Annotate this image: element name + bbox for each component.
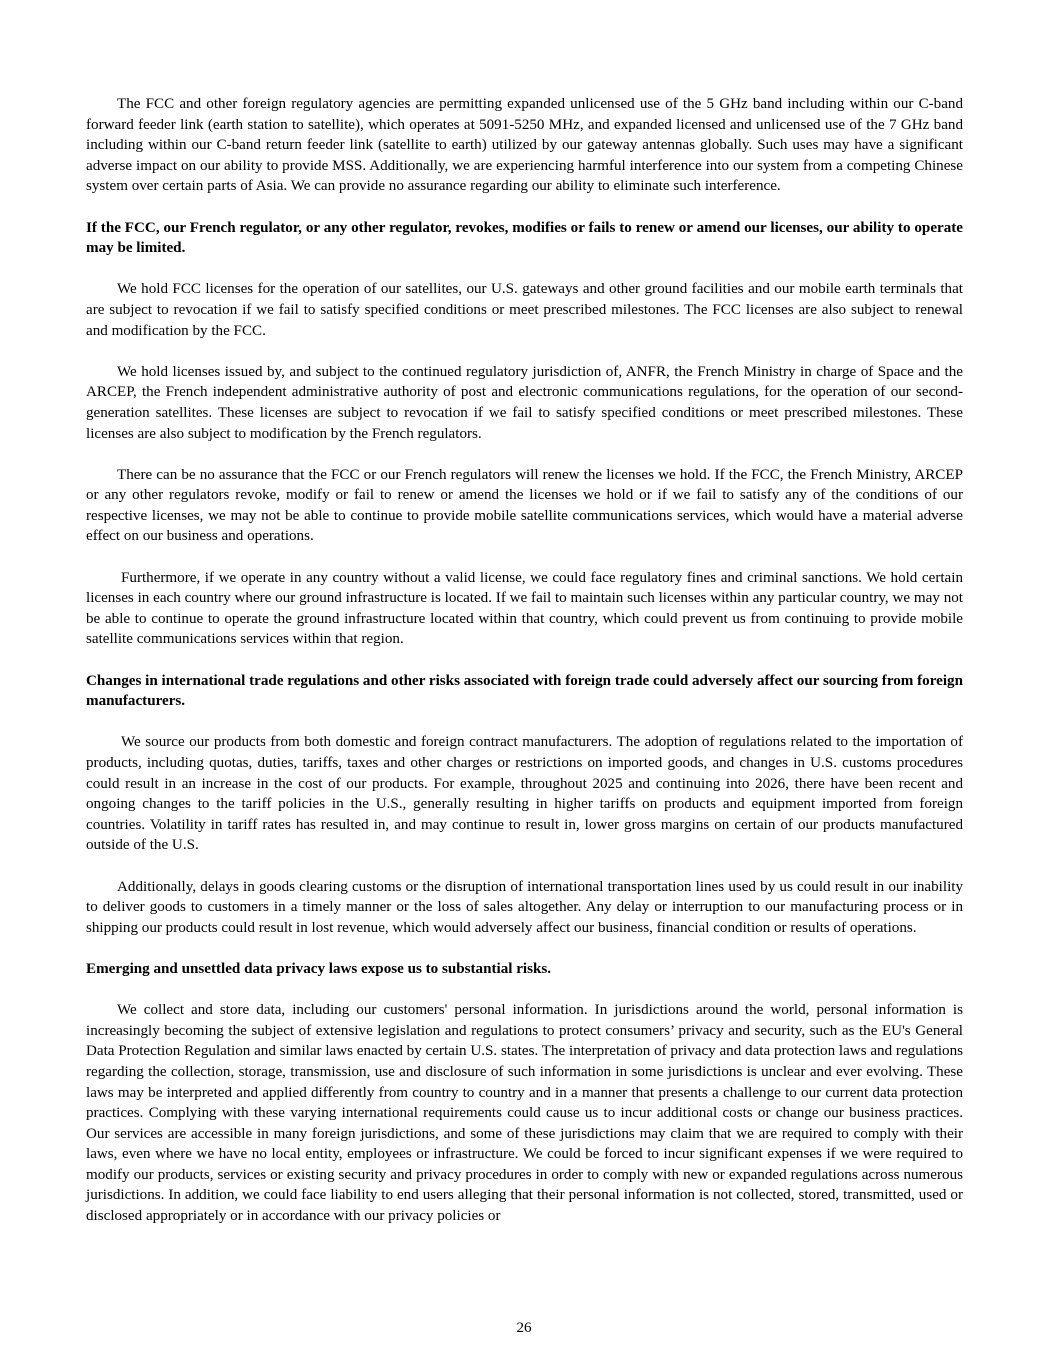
page-number: 26 xyxy=(516,1320,532,1336)
paragraph-license-renewal: There can be no assurance that the FCC or our French regulators will renew the licenses we hold. If the FCC, the French Ministry, ARCEP or any other regulators revoke, modify or fail to renew or amend the licenses we hold or if we fail to satisfy any of the conditions of our respective licenses, we may not be able to continue to provide mobile satellite communications services, which would have a material adverse effect on our business and operations. xyxy=(86,466,963,545)
paragraph-data-privacy: We collect and store data, including our customers' personal information. In jurisdictions around the world, personal information is increasingly becoming the subject of extensive legislation and regulations to protect consumers’ privacy and security, such as the EU's General Data Protection Regulation and similar laws enacted by certain U.S. states. The interpretation of privacy and data protection laws and regulations regarding the collection, storage, transmission, use and disclosure of such information in some jurisdictions is unclear and ever evolving. These laws may be interpreted and applied differently from country to country and in a manner that presents a challenge to our current data protection practices. Complying with these varying international requirements could cause us to incur additional costs or change our business practices. Our services are accessible in many foreign jurisdictions, and some of these jurisdictions may claim that we are required to comply with their laws, even where we have no local entity, employees or infrastructure. We could be forced to incur significant expenses if we were required to modify our products, services or existing security and privacy procedures in order to comply with new or expanded regulations across numerous jurisdictions. In addition, we could face liability to end users alleging that their personal information is not collected, stored, transmitted, used or disclosed appropriately or in accordance with our privacy policies or xyxy=(86,1002,963,1225)
document-page xyxy=(86,94,963,1247)
paragraph-tariffs: We source our products from both domestic and foreign contract manufacturers. The adoption of regulations related to the importation of products, including quotas, duties, tariffs, taxes and other charges or restrictions on imported goods, and changes in U.S. customs procedures could result in an increase in the cost of our products. For example, throughout 2025 and continuing into 2026, there have been recent and ongoing changes to the tariff policies in the U.S., generally resulting in higher tariffs on products and equipment imported from foreign countries. Volatility in tariff rates has resulted in, and may continue to result in, lower gross margins on certain of our products manufactured outside of the U.S. xyxy=(86,734,963,854)
paragraph-5ghz-interference: The FCC and other foreign regulatory agencies are permitting expanded unlicensed use of the 5 GHz band including within our C-band forward feeder link (earth station to satellite), which operates at 5091-5250 MHz, and expanded licensed and unlicensed use of the 7 GHz band including within our C-band return feeder link (satellite to earth) utilized by our gateway antennas globally. Such uses may have a significant adverse impact on our ability to provide MSS. Additionally, we are experiencing harmful interference into our system from a competing Chinese system over certain parts of Asia. We can provide no assurance regarding our ability to eliminate such interference. xyxy=(86,96,963,195)
paragraph-fcc-licenses: We hold FCC licenses for the operation of our satellites, our U.S. gateways and other ground facilities and our mobile earth terminals that are subject to revocation if we fail to satisfy specified conditions or meet prescribed milestones. The FCC licenses are also subject to renewal and modification by the FCC. xyxy=(86,281,963,339)
paragraph-country-licenses: Furthermore, if we operate in any country without a valid license, we could face regulatory fines and criminal sanctions. We hold certain licenses in each country where our ground infrastructure is located. If we fail to maintain such licenses within any particular country, we may not be able to continue to operate the ground infrastructure located within that country, which could prevent us from continuing to provide mobile satellite communications services within that region. xyxy=(86,569,963,648)
heading-data-privacy: Emerging and unsettled data privacy laws expose us to substantial risks. xyxy=(86,960,552,977)
paragraph-customs-delays: Additionally, delays in goods clearing customs or the disruption of international transportation lines used by us could result in our inability to deliver goods to customers in a timely manner or the loss of sales altogether. Any delay or interruption to our manufacturing process or in shipping our products could result in lost revenue, which would adversely affect our business, financial condition or results of operations. xyxy=(86,878,963,936)
heading-trade-regulations: Changes in international trade regulations and other risks associated with foreign trade could adversely affect our sourcing from foreign manufacturers. xyxy=(86,672,963,710)
paragraph-french-licenses: We hold licenses issued by, and subject to the continued regulatory jurisdiction of, ANFR, the French Ministry in charge of Space and the ARCEP, the French independent administrative authority of post and electronic communications regulations, for the operation of our second-generation satellites. These licenses are subject to revocation if we fail to satisfy specified conditions or meet prescribed milestones. These licenses are also subject to modification by the French regulators. xyxy=(86,363,963,442)
heading-licenses-risk: If the FCC, our French regulator, or any other regulator, revokes, modifies or fails to renew or amend our licenses, our ability to operate may be limited. xyxy=(86,219,963,257)
